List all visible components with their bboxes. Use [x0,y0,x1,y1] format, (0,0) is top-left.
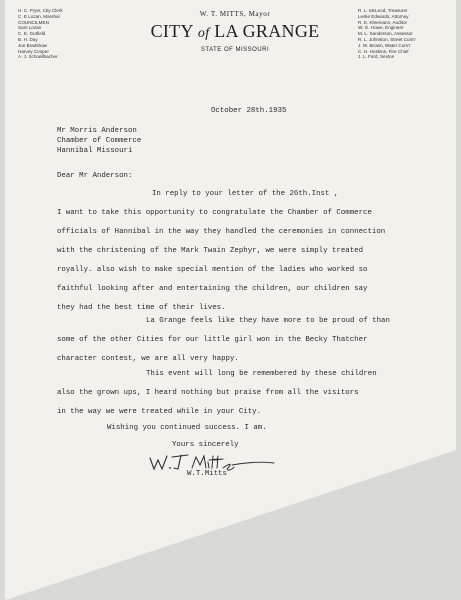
official-line: C. E. Gutfield [18,31,46,37]
official-line: C. E Lozan, Marshal [18,13,60,19]
official-line: Leslie Edwards, Attorney [358,13,409,19]
address-line: Chamber of Commerce [57,137,142,145]
body-line: In reply to your letter of the 26th.Inst , [152,190,339,198]
body-line: This event will long be remembered by these children [146,370,377,378]
recipient-address [57,126,141,156]
official-line: M. L. Sanderson, Assessor [358,31,413,37]
official-line: Sam Lozan [18,25,42,31]
body-line: they had the best time of their lives. [57,304,226,312]
body-line: with the christening of the Mark Twain Zephyr, we were simply treated [57,247,364,255]
official-line: H. C. Fryer, City Clerk [18,8,63,13]
official-line: COUNCILMEN [18,19,49,25]
official-line: R. L. Johnston, Street Com'r [358,36,416,42]
city-name [150,22,320,43]
official-line: A. J. Schoellbacher [18,54,58,60]
city-title: LA GRANGE [214,21,320,41]
official-line: B. H. Day [18,36,38,42]
body-line: character contest, we are all very happy. [57,355,239,363]
body-line: officials of Hannibal in the way they handled the ceremonies in connection [57,228,386,236]
closing: Yours sincerely [172,441,239,449]
address-line: Hannibal Missouri [57,147,133,155]
state-name: STATE OF MISSOURI [200,47,270,53]
body-line: I want to take this opportunity to congratulate the Chamber of Commerce [57,209,372,217]
city-prefix: CITY [150,21,194,41]
official-line: R. E. Kleemann, Auditor [358,19,408,25]
official-line: J. W. Brown, Water Com'r [358,42,411,48]
signer-name: W.T.Mitts [187,470,227,478]
official-line: Harvey Cooper [18,48,49,54]
letterhead-officials-left [18,8,138,60]
body-line: in the way we were treated while in your City. [57,408,262,416]
body-line: La Grange feels like they have more to be proud of than [146,317,390,325]
city-of: of [197,26,210,41]
letterhead-officials-right [358,8,458,60]
official-line: R. L. McLeod, Treasurer [358,8,408,13]
official-line: Joe Bradshaw [18,42,48,48]
body-line: some of the other Cities for our little girl won in the Becky Thatcher [57,336,368,344]
salutation: Dear Mr Anderson: [57,172,133,180]
address-line: Mr Morris Anderson [57,127,137,135]
letter-date: October 28th.1935 [211,107,287,115]
mayor-name: W. T. MITTS, Mayor [199,10,271,18]
letterhead-title [150,10,320,53]
official-line: J. L. Ford, Sexton [358,54,395,60]
official-line: C. H. Hoskins, Fire Chief [358,48,409,54]
body-line: royally. also wish to make special mention of the ladies who worked so [57,266,368,274]
closing-wish: Wishing you continued success. I am. [107,424,267,432]
body-line: also the grown ups, I heard nothing but praise from all the visitors [57,389,359,397]
official-line: W. G. Howe, Engineer [358,25,404,31]
body-line: faithful looking after and entertaining the children, our children say [57,285,368,293]
